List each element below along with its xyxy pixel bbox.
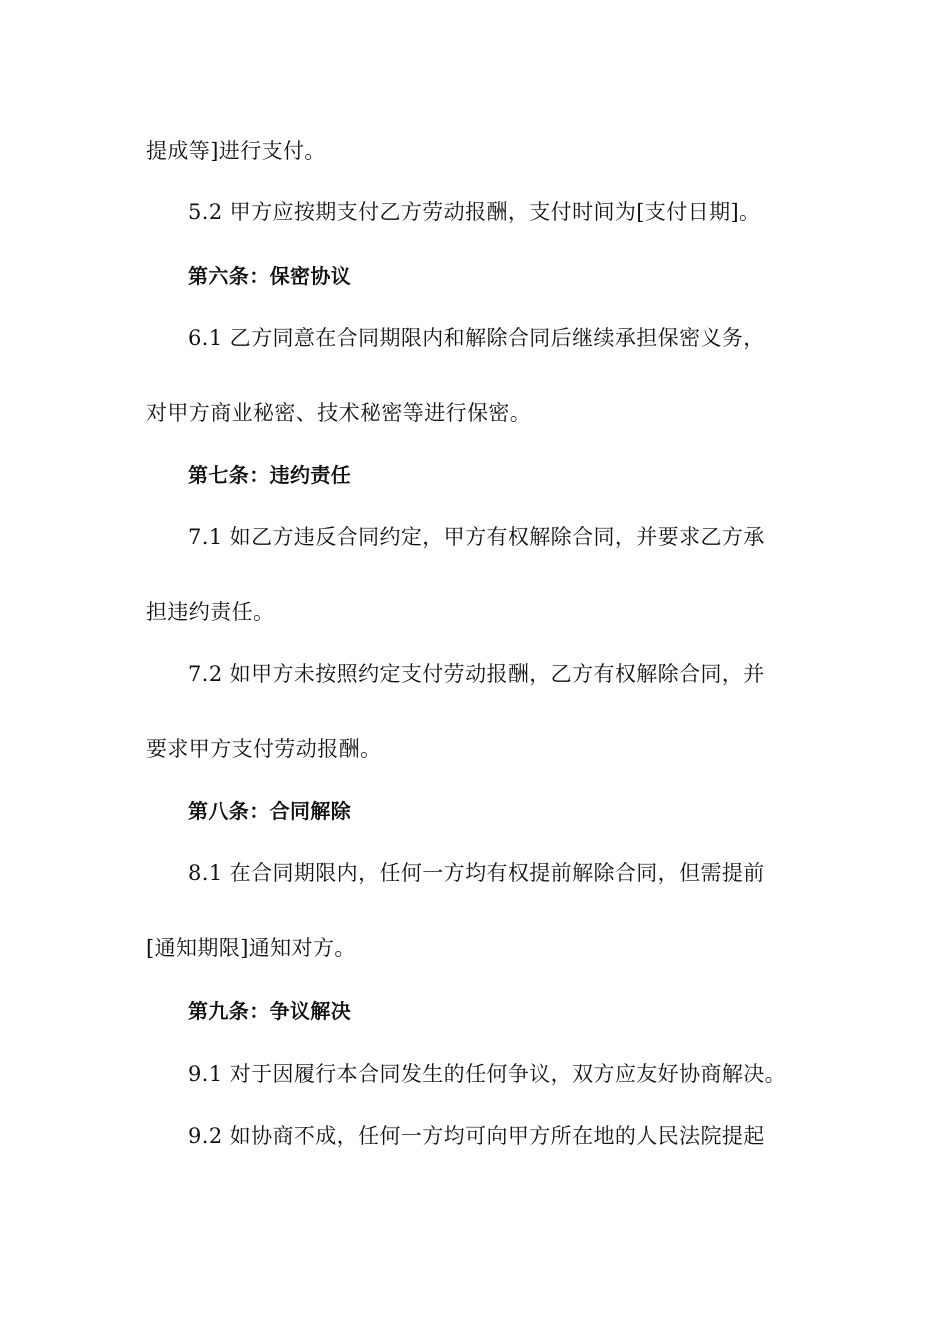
clause-9-2: 9.2 如协商不成，任何一方均可向甲方所在地的人民法院提起 <box>188 1124 765 1148</box>
section-heading-article-6: 第六条：保密协议 <box>188 264 352 288</box>
clause-8-1: 8.1 在合同期限内，任何一方均有权提前解除合同，但需提前 <box>188 861 765 885</box>
clause-5-2: 5.2 甲方应按期支付乙方劳动报酬，支付时间为[支付日期]。 <box>188 200 761 224</box>
clause-7-1: 7.1 如乙方违反合同约定，甲方有权解除合同，并要求乙方承 <box>188 525 765 549</box>
paragraph-line: 提成等]进行支付。 <box>146 139 326 163</box>
paragraph-line: [通知期限]通知对方。 <box>146 936 356 960</box>
clause-9-1: 9.1 对于因履行本合同发生的任何争议，双方应友好协商解决。 <box>188 1062 787 1086</box>
clause-7-2: 7.2 如甲方未按照约定支付劳动报酬，乙方有权解除合同，并 <box>188 662 765 686</box>
clause-6-1: 6.1 乙方同意在合同期限内和解除合同后继续承担保密义务， <box>188 326 765 350</box>
section-heading-article-9: 第九条：争议解决 <box>188 999 352 1023</box>
paragraph-line: 担违约责任。 <box>146 600 275 624</box>
paragraph-line: 要求甲方支付劳动报酬。 <box>146 737 382 761</box>
section-heading-article-7: 第七条：违约责任 <box>188 463 352 487</box>
paragraph-line: 对甲方商业秘密、技术秘密等进行保密。 <box>146 401 532 425</box>
section-heading-article-8: 第八条：合同解除 <box>188 799 352 823</box>
